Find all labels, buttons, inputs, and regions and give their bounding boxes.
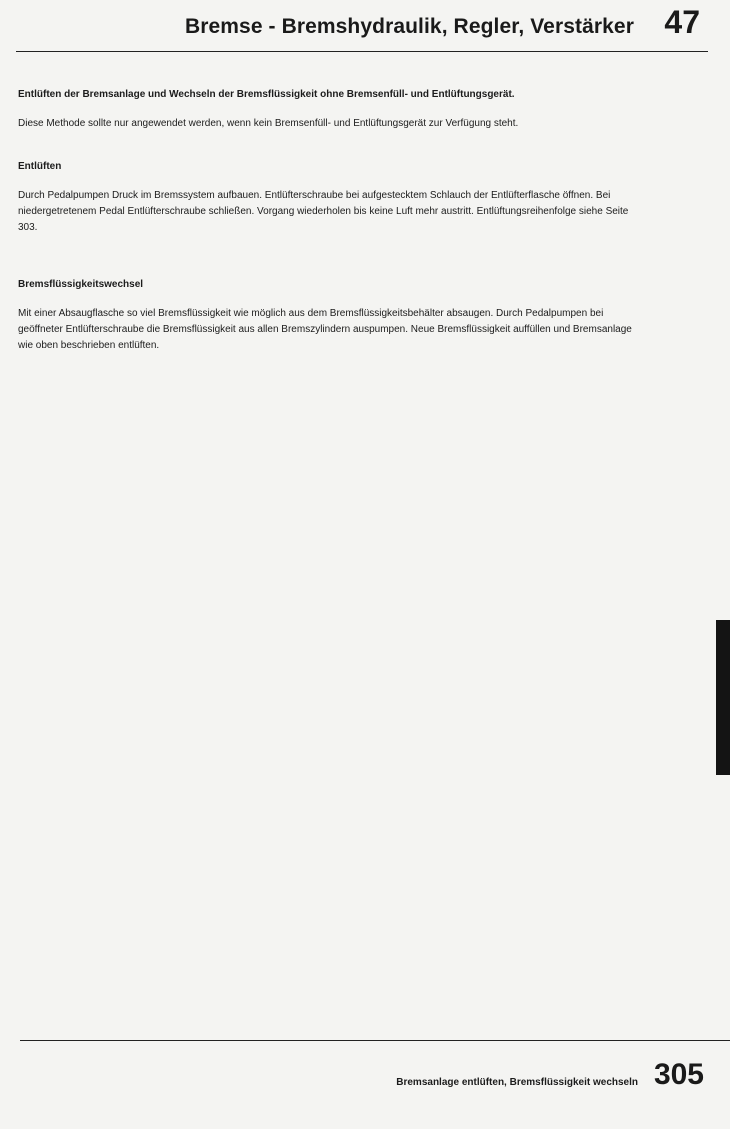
intro-heading: Entlüften der Bremsanlage und Wechseln der Bremsflüssigkeit ohne Bremsenfüll- und Entlüftungsgerät. <box>18 89 515 100</box>
page-number: 305 <box>653 1058 704 1091</box>
header-rule <box>16 51 708 52</box>
intro-paragraph: Diese Methode sollte nur angewendet werden, wenn kein Bremsenfüll- und Entlüftungsgerät zur Verfügung steht. <box>18 118 519 129</box>
chapter-number: 47 <box>664 4 700 40</box>
section-heading-bremsfluessigkeitswechsel: Bremsflüssigkeitswechsel <box>18 279 144 290</box>
chapter-title: Bremse - Bremshydraulik, Regler, Verstärker <box>184 15 634 38</box>
thumb-index-tab <box>716 620 730 775</box>
section-paragraph-entlueften: Durch Pedalpumpen Druck im Bremssystem aufbauen. Entlüfterschraube bei aufgestecktem Schlauch der Entlüfterflasche öffnen. Bei niedergetretenem Pedal Entlüfterschraube schließen. Vorgang wiederholen bis keine Luft mehr austritt. Entlüftungsreihenfolge siehe Seite 303. <box>18 190 629 233</box>
page-header <box>0 0 730 56</box>
section-paragraph-bremsfluessigkeitswechsel: Mit einer Absaugflasche so viel Bremsflüssigkeit wie möglich aus dem Bremsflüssigkeitsbehälter absaugen. Durch Pedalpumpen bei geöffneter Entlüfterschraube die Bremsflüssigkeit aus allen Bremszylindern auspumpen. Neue Bremsflüssigkeit auffüllen und Bremsanlage wie oben beschrieben entlüften. <box>18 308 632 351</box>
footer-rule <box>20 1040 730 1041</box>
section-heading-entlueften: Entlüften <box>18 161 62 172</box>
page-content <box>18 88 636 354</box>
footer-label: Bremsanlage entlüften, Bremsflüssigkeit wechseln <box>396 1077 638 1088</box>
